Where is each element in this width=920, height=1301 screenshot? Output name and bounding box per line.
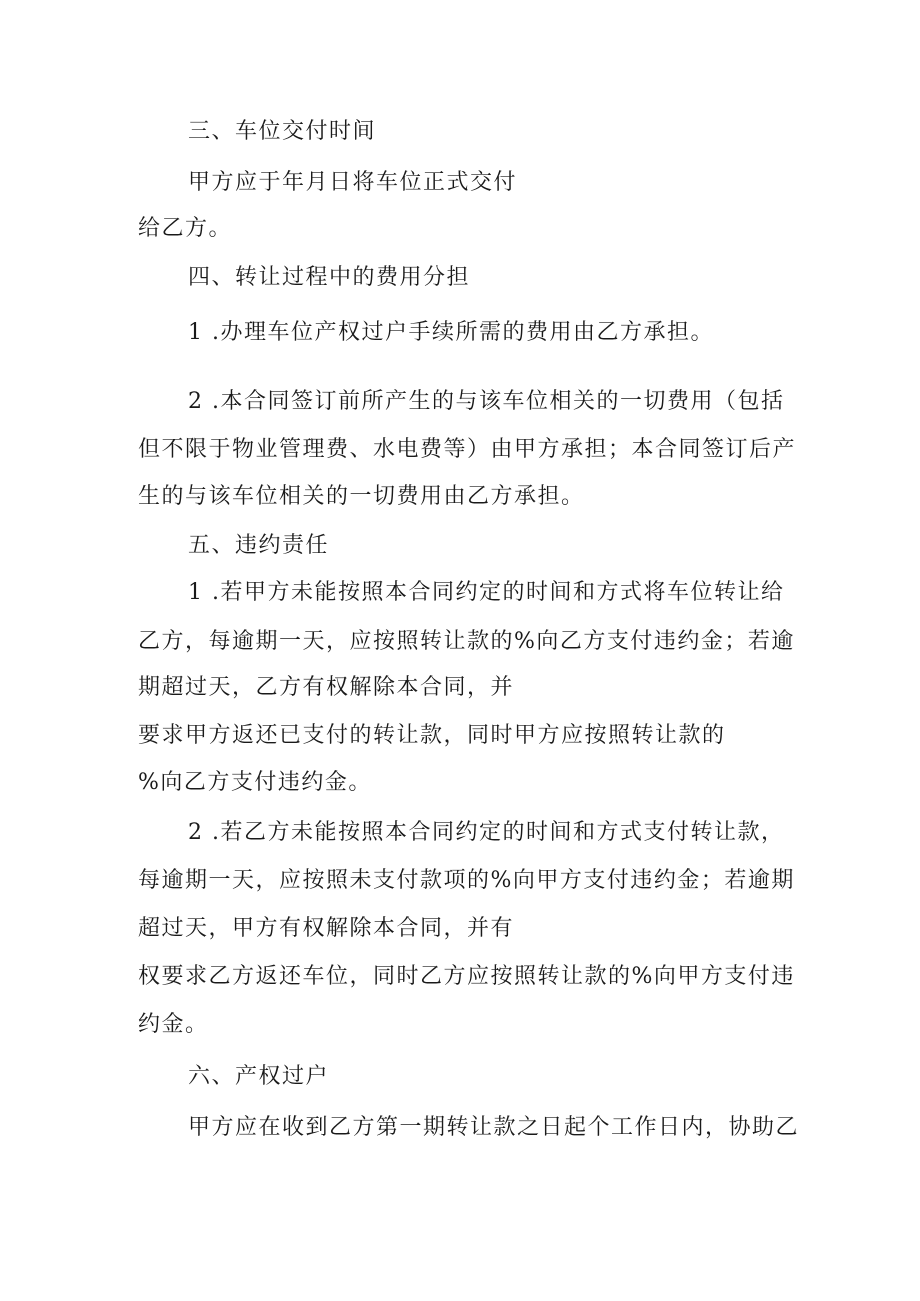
paragraph-line: 但不限于物业管理费、水电费等）由甲方承担；本合同签订后产	[138, 437, 797, 462]
clause-4-2: 2 .本合同签订前所产生的与该车位相关的一切费用（包括	[188, 389, 785, 414]
paragraph-line: 甲方应于年月日将车位正式交付	[188, 170, 518, 195]
paragraph-line: 生的与该车位相关的一切费用由乙方承担。	[138, 484, 585, 509]
paragraph-line: 期超过天，乙方有权解除本合同，并	[138, 675, 515, 700]
paragraph-line: 乙方，每逾期一天，应按照转让款的%向乙方支付违约金；若逾	[138, 629, 795, 654]
paragraph-line: %向乙方支付违约金。	[138, 770, 372, 795]
section-heading-6: 六、产权过户	[188, 1064, 330, 1089]
clause-4-1: 1 .办理车位产权过户手续所需的费用由乙方承担。	[188, 320, 714, 345]
paragraph-line: 要求甲方返还已支付的转让款，同时甲方应按照转让款的	[138, 723, 726, 748]
section-heading-5: 五、违约责任	[188, 533, 330, 558]
paragraph-line: 每逾期一天，应按照未支付款项的%向甲方支付违约金；若逾期	[138, 868, 795, 893]
paragraph-line: 给乙方。	[138, 216, 233, 241]
clause-5-1: 1 .若甲方未能按照本合同约定的时间和方式将车位转让给	[188, 580, 785, 605]
paragraph-line: 甲方应在收到乙方第一期转让款之日起个工作日内，协助乙	[188, 1115, 800, 1140]
paragraph-line: 权要求乙方返还车位，同时乙方应按照转让款的%向甲方支付违	[138, 964, 795, 989]
section-heading-4: 四、转让过程中的费用分担	[188, 265, 471, 290]
paragraph-line: 约金。	[138, 1012, 209, 1037]
paragraph-line: 超过天，甲方有权解除本合同，并有	[138, 916, 515, 941]
section-heading-3: 三、车位交付时间	[188, 119, 377, 144]
clause-5-2: 2 .若乙方未能按照本合同约定的时间和方式支付转让款，	[188, 820, 785, 845]
